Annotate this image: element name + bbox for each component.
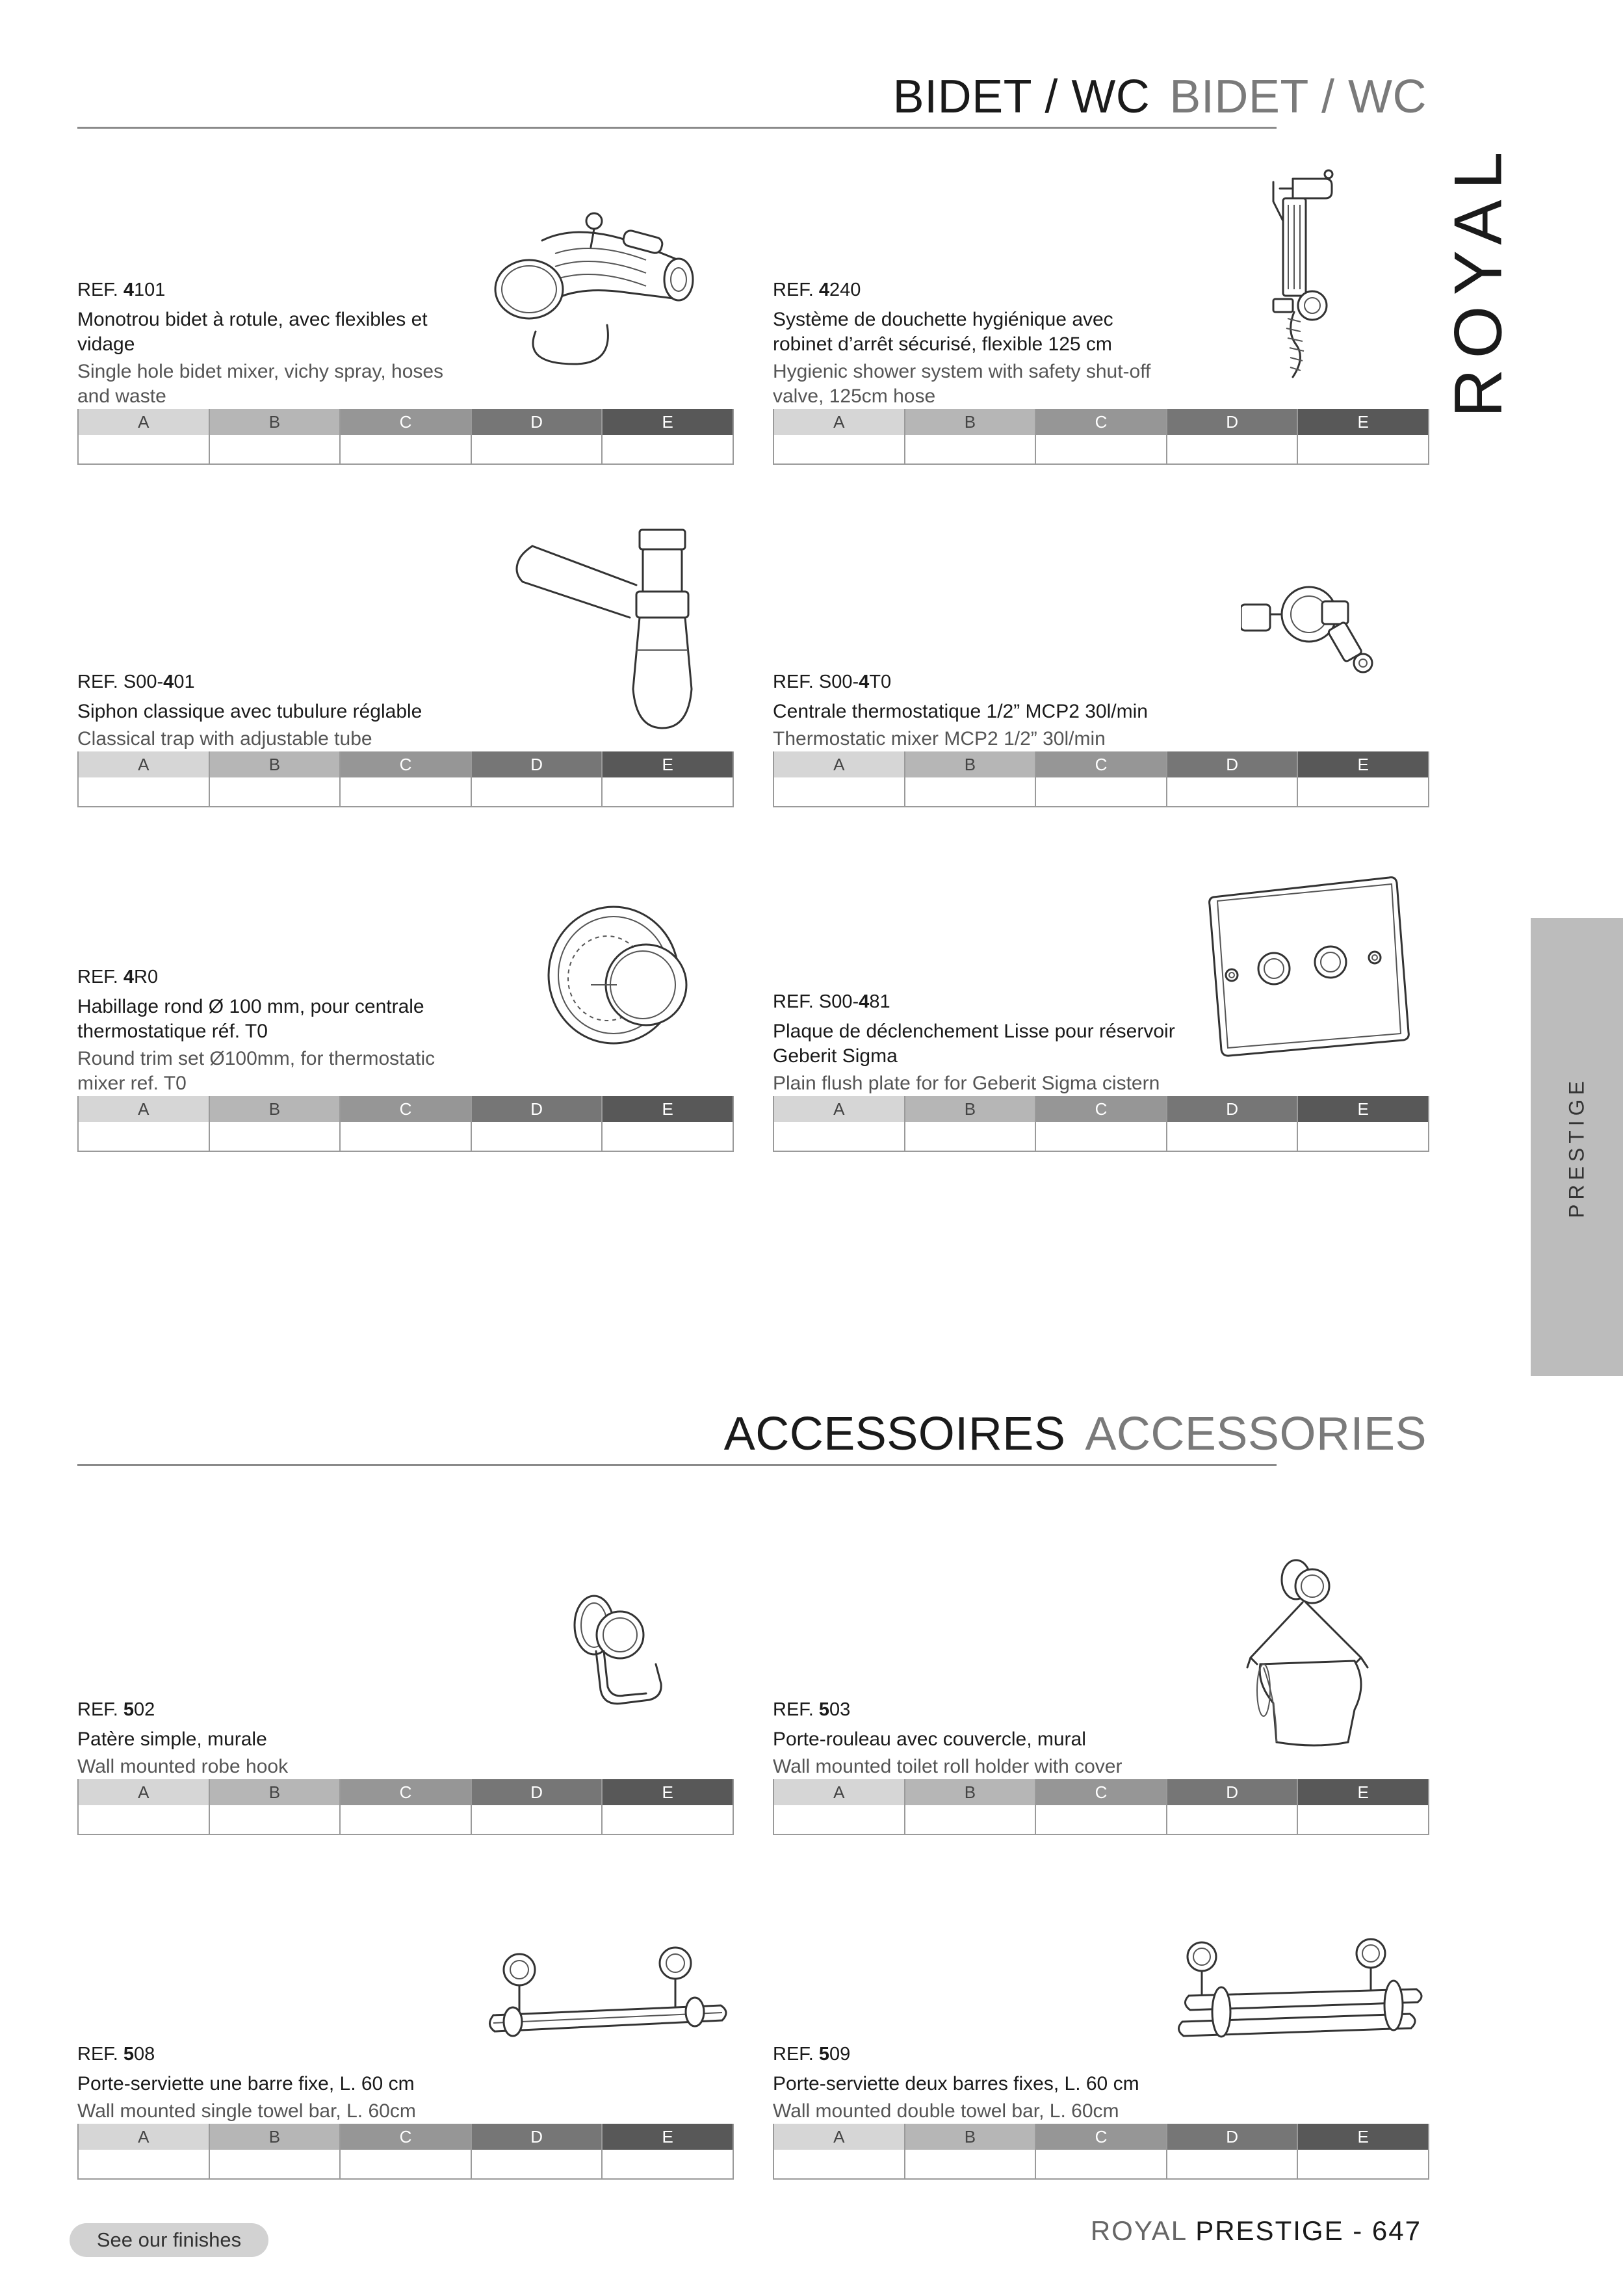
finish-cell	[210, 1805, 340, 1834]
finish-table	[77, 751, 734, 807]
product-card	[773, 1554, 1429, 1835]
finish-cell	[210, 1122, 340, 1151]
finish-table	[773, 409, 1429, 465]
finish-cell	[1298, 1122, 1428, 1151]
finish-cell	[79, 1122, 209, 1151]
finish-table	[773, 2124, 1429, 2180]
product-description-fr: Porte-rouleau avec couvercle, mural	[773, 1729, 1086, 1750]
finish-header: D	[1167, 1096, 1297, 1122]
finish-cell	[210, 777, 340, 806]
finish-cell	[603, 777, 733, 806]
product-text	[77, 672, 480, 751]
robe-hook-icon	[565, 1586, 675, 1723]
product-description-fr: Siphon classique avec tubulure réglable	[77, 701, 422, 722]
finish-cell	[472, 2150, 602, 2178]
finish-header: D	[1167, 409, 1297, 435]
single-towel-bar-icon	[480, 1944, 734, 2061]
product-text	[773, 2044, 1176, 2124]
finish-header: C	[341, 751, 471, 777]
finish-cell	[1167, 1122, 1297, 1151]
finish-header: D	[472, 2124, 602, 2150]
finish-cell	[79, 435, 209, 463]
product-card	[77, 904, 734, 1152]
finish-cell	[79, 2150, 209, 2178]
finish-cell	[341, 1122, 471, 1151]
product-card	[773, 1931, 1429, 2180]
finish-header: C	[341, 2124, 471, 2150]
product-description-fr: Patère simple, murale	[77, 1729, 267, 1750]
product-ref: REF. S00-401	[77, 672, 195, 692]
finish-table	[773, 751, 1429, 807]
product-card	[77, 1931, 734, 2180]
finish-cell	[341, 1805, 471, 1834]
product-card	[773, 871, 1429, 1152]
finish-header: C	[1036, 2124, 1166, 2150]
finish-header: B	[210, 1779, 340, 1805]
finish-header: C	[341, 1779, 471, 1805]
product-ref: REF. S00-4T0	[773, 672, 892, 692]
finish-header: B	[905, 1096, 1035, 1122]
finish-cell	[472, 1805, 602, 1834]
siphon-trap-icon	[506, 520, 701, 735]
product-card	[77, 1573, 734, 1835]
finish-header: D	[472, 409, 602, 435]
finish-cell	[905, 1805, 1035, 1834]
finish-cell	[79, 777, 209, 806]
finish-header: D	[472, 1096, 602, 1122]
product-description-fr: Porte-serviette deux barres fixes, L. 60 cm	[773, 2073, 1139, 2094]
finish-header: C	[1036, 409, 1166, 435]
finish-header: A	[774, 1779, 904, 1805]
toilet-roll-holder-icon	[1238, 1554, 1407, 1749]
finish-cell	[1298, 2150, 1428, 2178]
finish-cell	[472, 777, 602, 806]
product-description-fr: Monotrou bidet à rotule, avec flexibles et vidage	[77, 309, 428, 355]
footer-brand: ROYAL	[1090, 2215, 1187, 2246]
finish-cell	[341, 2150, 471, 2178]
finish-cell	[1167, 1805, 1297, 1834]
page-footer	[1091, 2215, 1422, 2247]
finish-header: D	[1167, 1779, 1297, 1805]
finish-cell	[774, 2150, 904, 2178]
product-ref: REF. 502	[77, 1699, 155, 1720]
finish-header: B	[210, 409, 340, 435]
finish-cell	[1036, 435, 1166, 463]
finish-cell	[905, 2150, 1035, 2178]
product-card	[773, 163, 1429, 465]
finish-header: A	[774, 2124, 904, 2150]
product-text	[77, 967, 480, 1096]
finish-header: B	[210, 1096, 340, 1122]
finish-header: E	[1298, 1096, 1428, 1122]
finish-cell	[1036, 777, 1166, 806]
finish-header: E	[603, 409, 733, 435]
finish-header: D	[472, 751, 602, 777]
finish-cell	[774, 777, 904, 806]
finish-cell	[1036, 1805, 1166, 1834]
finish-header: B	[905, 751, 1035, 777]
finish-cell	[1036, 2150, 1166, 2178]
product-text	[773, 280, 1176, 409]
page-number: 647	[1371, 2215, 1422, 2246]
product-description-en: Wall mounted toilet roll holder with cover	[773, 1756, 1123, 1777]
finish-header: B	[905, 409, 1035, 435]
finish-cell	[774, 1805, 904, 1834]
finish-table	[77, 1779, 734, 1835]
section-title-accessories: ACCESSOIRES ACCESSORIES	[723, 1408, 1427, 1460]
finish-cell	[905, 435, 1035, 463]
product-ref: REF. 4101	[77, 280, 166, 300]
finish-header: B	[905, 2124, 1035, 2150]
product-card	[773, 566, 1429, 807]
section-title-bidet: BIDET / WC BIDET / WC	[892, 71, 1427, 123]
product-text	[77, 1699, 480, 1779]
finish-header: D	[1167, 2124, 1297, 2150]
finish-cell	[905, 1122, 1035, 1151]
finish-header: A	[79, 2124, 209, 2150]
finish-cell	[472, 435, 602, 463]
product-card	[77, 520, 734, 807]
finish-header: A	[774, 751, 904, 777]
product-ref: REF. 508	[77, 2044, 155, 2065]
product-card	[77, 195, 734, 465]
product-description-fr: Plaque de déclenchement Lisse pour réservoir Geberit Sigma	[773, 1021, 1175, 1067]
finish-header: B	[210, 2124, 340, 2150]
finish-header: C	[341, 1096, 471, 1122]
product-text	[773, 672, 1176, 751]
finish-cell	[603, 1122, 733, 1151]
product-ref: REF. 4240	[773, 280, 861, 300]
finish-table	[773, 1096, 1429, 1152]
finish-header: A	[774, 409, 904, 435]
finish-header: C	[341, 409, 471, 435]
finish-table	[77, 2124, 734, 2180]
finish-header: C	[1036, 1096, 1166, 1122]
finish-cell	[603, 2150, 733, 2178]
finish-cell	[905, 777, 1035, 806]
finish-header: C	[1036, 1779, 1166, 1805]
product-description-fr: Centrale thermostatique 1/2” MCP2 30l/min	[773, 701, 1148, 722]
product-ref: REF. 4R0	[77, 967, 159, 987]
product-text	[77, 280, 480, 409]
product-description-fr: Système de douchette hygiénique avec robinet d’arrêt sécurisé, flexible 125 cm	[773, 309, 1113, 355]
product-text	[773, 991, 1176, 1096]
finish-cell	[472, 1122, 602, 1151]
finish-table	[773, 1779, 1429, 1835]
finish-header: A	[774, 1096, 904, 1122]
finish-cell	[603, 435, 733, 463]
finish-cell	[210, 2150, 340, 2178]
product-description-fr: Porte-serviette une barre fixe, L. 60 cm	[77, 2073, 415, 2094]
footer-separator: -	[1344, 2215, 1372, 2246]
product-description-en: Wall mounted double towel bar, L. 60cm	[773, 2100, 1119, 2122]
section-divider	[77, 127, 1277, 129]
finish-cell	[1036, 1122, 1166, 1151]
double-towel-bar-icon	[1176, 1937, 1429, 2067]
bidet-mixer-icon	[484, 202, 698, 371]
round-trim-icon	[545, 904, 701, 1060]
finish-table	[77, 409, 734, 465]
hygienic-shower-icon	[1247, 163, 1351, 397]
finish-cell	[1298, 777, 1428, 806]
finish-header: E	[603, 751, 733, 777]
finish-header: A	[79, 751, 209, 777]
product-description-en: Hygienic shower system with safety shut-off valve, 125cm hose	[773, 361, 1151, 407]
product-text	[773, 1699, 1176, 1779]
footer-collection: PRESTIGE	[1195, 2215, 1344, 2246]
section-divider	[77, 1464, 1277, 1466]
product-description-en: Classical trap with adjustable tube	[77, 728, 372, 750]
finish-header: E	[1298, 751, 1428, 777]
finish-cell	[774, 435, 904, 463]
finish-header: D	[472, 1779, 602, 1805]
finish-header: B	[210, 751, 340, 777]
finish-cell	[1298, 435, 1428, 463]
product-ref: REF. 503	[773, 1699, 851, 1720]
product-description-en: Wall mounted single towel bar, L. 60cm	[77, 2100, 416, 2122]
finish-cell	[1167, 435, 1297, 463]
product-ref: REF. S00-481	[773, 991, 890, 1012]
finish-header: A	[79, 1096, 209, 1122]
finish-header: E	[603, 1779, 733, 1805]
finish-header: D	[1167, 751, 1297, 777]
product-description-fr: Habillage rond Ø 100 mm, pour centrale thermostatique réf. T0	[77, 996, 424, 1042]
finish-header: E	[603, 1096, 733, 1122]
flush-plate-icon	[1202, 871, 1416, 1060]
finish-cell	[1167, 777, 1297, 806]
finish-header: E	[1298, 409, 1428, 435]
finish-header: E	[1298, 2124, 1428, 2150]
finish-cell	[341, 435, 471, 463]
finish-header: E	[1298, 1779, 1428, 1805]
finish-cell	[603, 1805, 733, 1834]
finish-cell	[1167, 2150, 1297, 2178]
finish-cell	[1298, 1805, 1428, 1834]
product-ref: REF. 509	[773, 2044, 851, 2065]
product-description-en: Plain flush plate for for Geberit Sigma cistern	[773, 1073, 1160, 1094]
finish-cell	[79, 1805, 209, 1834]
product-description-en: Single hole bidet mixer, vichy spray, hoses and waste	[77, 361, 444, 407]
finish-cell	[210, 435, 340, 463]
product-text	[77, 2044, 480, 2124]
product-description-en: Wall mounted robe hook	[77, 1756, 289, 1777]
finish-header: A	[79, 409, 209, 435]
product-description-en: Thermostatic mixer MCP2 1/2” 30l/min	[773, 728, 1106, 750]
thermostatic-mixer-icon	[1241, 566, 1377, 683]
finish-header: A	[79, 1779, 209, 1805]
see-finishes-button[interactable]: See our finishes	[70, 2223, 268, 2257]
finish-table	[77, 1096, 734, 1152]
finish-cell	[341, 777, 471, 806]
collection-tab[interactable]: PRESTIGE	[1531, 918, 1623, 1376]
product-description-en: Round trim set Ø100mm, for thermostatic mixer ref. T0	[77, 1048, 435, 1094]
finish-header: C	[1036, 751, 1166, 777]
finish-header: E	[603, 2124, 733, 2150]
finish-cell	[774, 1122, 904, 1151]
finish-header: B	[905, 1779, 1035, 1805]
brand-side-label: ROYAL	[1440, 141, 1516, 418]
